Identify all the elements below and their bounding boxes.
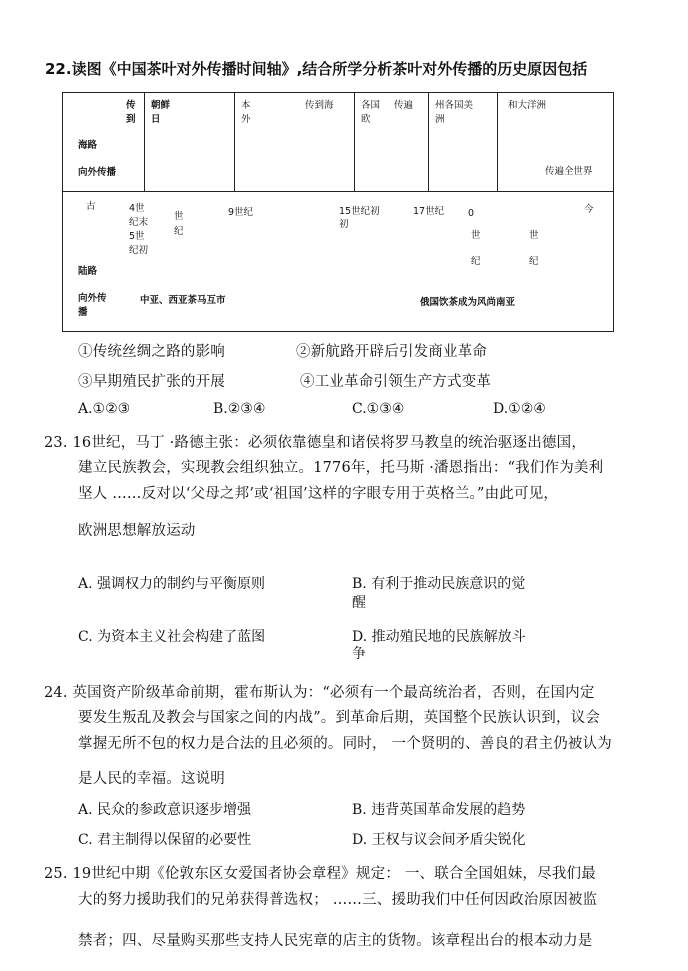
sea-c6-a: 州各国美 [435,100,474,111]
axis-t6-3: 纪 [471,256,481,267]
axis-t5: 17世纪 [413,206,445,217]
land-c2: 俄国饮茶成为风尚南亚 [420,297,516,308]
frame-left [62,92,63,332]
q22-option-4: ④工业革命引领生产方式变革 [300,374,492,390]
sea-c5-b: 传遍 [394,100,414,111]
axis-t2-1: 世 [174,211,184,222]
q23-choice-c[interactable]: C. 为资本主义社会构建了蓝图 [78,629,266,645]
axis-t6-2: 世 [471,230,481,241]
q23-line-1: 23. 16世纪，马丁 ·路德主张：必须依靠德皇和诸侯将罗马教皇的统治驱逐出德国， [44,435,587,451]
sea-c1-a: 传 [126,100,136,111]
axis-t1-4: 纪初 [129,245,149,256]
q23-line-3: 坚人 ……反对以‘父母之邦’或‘祖国’这样的字眼专用于英格兰。”由此可见， [78,486,559,502]
axis-t2-2: 纪 [174,226,184,237]
sea-c5-a: 各国 [361,100,381,111]
sea-c5-c: 欧 [361,114,371,125]
axis-t4-b: 初 [339,219,349,230]
q25-line-1: 25. 19世纪中期《伦敦东区女爱国者协会章程》规定： 一、联合全国姐妹，尽我们最 [44,866,596,882]
q25-line-3: 禁者；四、尽量购买那些支持人民宪章的店主的货物。该章程出台的根本动力是 [78,933,593,949]
land-spread-label-a: 向外传 [78,293,107,304]
q24-line-2: 要发生叛乱及教会与国家之间的内战”。到革命后期，英国整个民族认识到，议会 [78,710,601,726]
sea-divider [428,92,429,191]
sea-c8: 传遍全世界 [545,166,593,177]
q22-choice-a[interactable]: A.①②③ [78,401,131,417]
land-spread-label-b: 播 [78,307,88,318]
frame-mid [62,191,614,192]
axis-t1-1: 4世 [129,203,145,214]
sea-c6-b: 洲 [435,114,445,125]
q22-choice-b[interactable]: B.②③④ [213,401,266,417]
sea-c3-b: 外 [241,114,251,125]
q22-option-1: ①传统丝绸之路的影响 [78,344,225,360]
q24-choice-d[interactable]: D. 王权与议会间矛盾尖锐化 [352,832,526,848]
axis-ancient: 古 [86,201,96,212]
frame-bottom [62,331,614,332]
q22-stem: 22.读图《中国茶叶对外传播时间轴》,结合所学分析茶叶对外传播的历史原因包括 [45,60,588,78]
axis-t1-3: 5世 [129,231,145,242]
sea-c1-b: 到 [126,114,136,125]
sea-c3-a: 本 [241,100,251,111]
axis-t4-a: 15世纪初 [339,206,380,217]
axis-now: 今 [584,204,594,215]
q24-line-3: 掌握无所不包的权力是合法的且必须的。同时， 一个贤明的、善良的君主仍被认为 [78,736,613,752]
sea-divider [144,92,145,191]
sea-route-label: 海路 [78,140,98,151]
q23-choice-b-cont: 醒 [352,595,366,611]
sea-c7: 和大洋洲 [508,100,547,111]
axis-t1-2: 纪末 [129,217,149,228]
q23-choice-d-cont: 争 [352,646,366,662]
q23-choice-b[interactable]: B. 有利于推动民族意识的觉 [352,576,526,592]
sea-divider [497,92,498,191]
q24-line-4: 是人民的幸福。这说明 [78,771,225,787]
q22-option-2: ②新航路开辟后引发商业革命 [296,344,488,360]
q23-line-2: 建立民族教会，实现教会组织独立。1776年，托马斯 ·潘恩指出：“我们作为美利 [78,460,604,476]
q24-choice-a[interactable]: A. 民众的参政意识逐步增强 [78,802,252,818]
q23-choice-d[interactable]: D. 推动殖民地的民族解放斗 [352,629,526,645]
axis-t6-1: 0 [468,208,475,219]
sea-c2-b: 日 [151,114,161,125]
sea-divider [234,92,235,191]
axis-t7-2: 纪 [529,256,539,267]
sea-spread-label: 向外传播 [78,167,117,178]
sea-c2-a: 朝鲜 [151,100,171,111]
q22-option-3: ③早期殖民扩张的开展 [78,374,225,390]
q24-choice-b[interactable]: B. 违背英国革命发展的趋势 [352,802,526,818]
land-c1: 中亚、西亚茶马互市 [140,295,226,306]
axis-t3: 9世纪 [228,207,254,218]
q24-line-1: 24. 英国资产阶级革命前期，霍布斯认为：“必须有一个最高统治者，否则，在国内定 [44,685,595,701]
sea-c4: 传到海 [305,100,334,111]
q22-choice-c[interactable]: C.①③④ [352,401,405,417]
q22-choice-d[interactable]: D.①②④ [493,401,546,417]
q24-choice-c[interactable]: C. 君主制得以保留的必要性 [78,832,252,848]
q25-line-2: 大的努力援助我们的兄弟获得普选权； ……三、援助我们中任何因政治原因被监 [78,892,598,908]
land-route-label: 陆路 [78,266,98,277]
q23-choice-a[interactable]: A. 强调权力的制约与平衡原则 [78,576,266,592]
sea-divider [354,92,355,191]
axis-t7-1: 世 [529,230,539,241]
q23-line-4: 欧洲思想解放运动 [78,523,196,539]
frame-right [613,92,614,332]
